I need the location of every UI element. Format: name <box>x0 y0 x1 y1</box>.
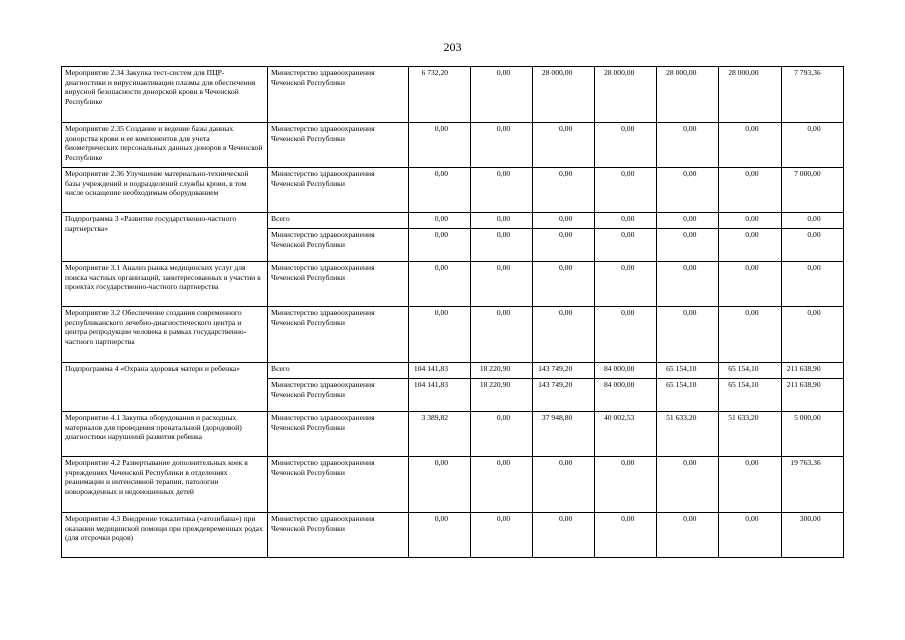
amount-cell: 3 389,82 <box>409 412 471 457</box>
amount-cell: 0,00 <box>595 307 657 363</box>
amount-cell: 0,00 <box>657 262 719 307</box>
amount-cell: 0,00 <box>595 513 657 558</box>
amount-cell: 0,00 <box>719 513 781 558</box>
table-row <box>62 363 844 379</box>
executor-cell: Всего <box>268 363 409 379</box>
amount-cell: 0,00 <box>533 168 595 213</box>
executor-cell: Министерство здравоохранения Чеченской Республики <box>268 67 409 123</box>
amount-cell: 0,00 <box>471 457 533 513</box>
amount-cell: 0,00 <box>719 168 781 213</box>
amount-cell: 65 154,10 <box>719 363 781 379</box>
activity-name-cell: Мероприятие 4.2 Развертывание дополнительных коек в учреждениях Чеченской Республики в отделениях реанимации и интенсивной терапии, патологии новорожденных и недоношенных детей <box>62 457 268 513</box>
amount-cell: 0,00 <box>781 123 843 168</box>
amount-cell: 0,00 <box>657 168 719 213</box>
amount-cell: 5 000,00 <box>781 412 843 457</box>
amount-cell: 0,00 <box>719 307 781 363</box>
amount-cell: 0,00 <box>471 513 533 558</box>
amount-cell: 0,00 <box>781 307 843 363</box>
amount-cell: 0,00 <box>533 262 595 307</box>
amount-cell: 28 000,00 <box>533 67 595 123</box>
executor-cell: Министерство здравоохранения Чеченской Республики <box>268 412 409 457</box>
amount-cell: 0,00 <box>471 412 533 457</box>
amount-cell: 0,00 <box>409 513 471 558</box>
amount-cell: 0,00 <box>471 213 533 229</box>
amount-cell: 0,00 <box>471 168 533 213</box>
amount-cell: 84 000,00 <box>595 363 657 379</box>
executor-cell: Министерство здравоохранения Чеченской Республики <box>268 229 409 262</box>
amount-cell: 0,00 <box>533 213 595 229</box>
activity-name-cell: Мероприятие 2.34 Закупка тест-систем для ПЦР-диагностики и вирусинактивации плазмы для обеспечения вирусной безопасности донорской крови в Чеченской Республике <box>62 67 268 123</box>
executor-cell: Министерство здравоохранения Чеченской Республики <box>268 262 409 307</box>
amount-cell: 0,00 <box>595 168 657 213</box>
amount-cell: 28 000,00 <box>657 67 719 123</box>
activity-name-cell: Подпрограмма 3 «Развитие государственно-частного партнерства» <box>62 213 268 262</box>
amount-cell: 37 948,80 <box>533 412 595 457</box>
amount-cell: 0,00 <box>657 513 719 558</box>
amount-cell: 0,00 <box>657 457 719 513</box>
table-row <box>62 67 844 123</box>
executor-cell: Министерство здравоохранения Чеченской Республики <box>268 513 409 558</box>
amount-cell: 19 763,36 <box>781 457 843 513</box>
table-row <box>62 262 844 307</box>
executor-cell: Министерство здравоохранения Чеченской Республики <box>268 168 409 213</box>
amount-cell: 0,00 <box>533 513 595 558</box>
amount-cell: 0,00 <box>719 123 781 168</box>
amount-cell: 0,00 <box>533 229 595 262</box>
table-row <box>62 168 844 213</box>
activity-name-cell: Мероприятие 3.2 Обеспечение создания современного республиканского лечебно-диагностического центра и центра репродукции человека в рамках государственно-частного партнерства <box>62 307 268 363</box>
table-row <box>62 307 844 363</box>
page-number: 203 <box>443 40 462 54</box>
amount-cell: 143 749,20 <box>533 379 595 412</box>
executor-cell: Министерство здравоохранения Чеченской Республики <box>268 307 409 363</box>
amount-cell: 0,00 <box>471 262 533 307</box>
amount-cell: 0,00 <box>719 213 781 229</box>
executor-cell: Министерство здравоохранения Чеченской Республики <box>268 379 409 412</box>
amount-cell: 40 002,53 <box>595 412 657 457</box>
amount-cell: 211 638,90 <box>781 379 843 412</box>
amount-cell: 0,00 <box>471 123 533 168</box>
amount-cell: 65 154,10 <box>719 379 781 412</box>
amount-cell: 28 000,00 <box>719 67 781 123</box>
amount-cell: 0,00 <box>471 67 533 123</box>
activity-name-cell: Мероприятие 4.1 Закупка оборудования и расходных материалов для проведения пренатальной (дородовой) диагностики нарушений развития ребенка <box>62 412 268 457</box>
amount-cell: 0,00 <box>657 213 719 229</box>
amount-cell: 104 141,83 <box>409 363 471 379</box>
amount-cell: 0,00 <box>595 229 657 262</box>
amount-cell: 0,00 <box>409 168 471 213</box>
amount-cell: 0,00 <box>657 123 719 168</box>
amount-cell: 0,00 <box>409 262 471 307</box>
activity-name-cell: Мероприятие 2.36 Улучшение материально-технической базы учреждений и подразделений службы крови, в том числе оснащение необходимым оборудованием <box>62 168 268 213</box>
activity-name-cell: Мероприятие 3.1 Анализ рынка медицинских услуг для поиска частных организаций, заинтересованных в участии в проектах государственно-частного партнерства <box>62 262 268 307</box>
amount-cell: 0,00 <box>471 307 533 363</box>
table-row <box>62 213 844 229</box>
amount-cell: 7 793,36 <box>781 67 843 123</box>
amount-cell: 18 220,90 <box>471 379 533 412</box>
table-row <box>62 412 844 457</box>
activity-name-cell: Подпрограмма 4 «Охрана здоровья матери и ребенка» <box>62 363 268 412</box>
amount-cell: 0,00 <box>781 213 843 229</box>
amount-cell: 0,00 <box>533 307 595 363</box>
table-row <box>62 457 844 513</box>
amount-cell: 0,00 <box>719 229 781 262</box>
amount-cell: 0,00 <box>533 123 595 168</box>
amount-cell: 0,00 <box>595 123 657 168</box>
amount-cell: 0,00 <box>533 457 595 513</box>
amount-cell: 143 749,20 <box>533 363 595 379</box>
amount-cell: 65 154,10 <box>657 379 719 412</box>
amount-cell: 7 000,00 <box>781 168 843 213</box>
amount-cell: 6 732,20 <box>409 67 471 123</box>
amount-cell: 0,00 <box>409 457 471 513</box>
amount-cell: 211 638,90 <box>781 363 843 379</box>
amount-cell: 0,00 <box>781 229 843 262</box>
amount-cell: 65 154,10 <box>657 363 719 379</box>
amount-cell: 84 000,00 <box>595 379 657 412</box>
activity-name-cell: Мероприятие 4.3 Внедрение токалитика («атозибана») при оказании медицинской помощи при преждевременных родах (для отсрочки родов) <box>62 513 268 558</box>
amount-cell: 51 633,20 <box>719 412 781 457</box>
amount-cell: 0,00 <box>719 457 781 513</box>
amount-cell: 0,00 <box>471 229 533 262</box>
executor-cell: Министерство здравоохранения Чеченской Республики <box>268 123 409 168</box>
amount-cell: 18 220,90 <box>471 363 533 379</box>
amount-cell: 0,00 <box>409 229 471 262</box>
amount-cell: 0,00 <box>719 262 781 307</box>
executor-cell: Всего <box>268 213 409 229</box>
amount-cell: 0,00 <box>657 229 719 262</box>
amount-cell: 0,00 <box>595 457 657 513</box>
table-body <box>62 67 844 558</box>
amount-cell: 300,00 <box>781 513 843 558</box>
table-row <box>62 123 844 168</box>
amount-cell: 0,00 <box>657 307 719 363</box>
amount-cell: 104 141,83 <box>409 379 471 412</box>
amount-cell: 0,00 <box>781 262 843 307</box>
amount-cell: 51 633,20 <box>657 412 719 457</box>
amount-cell: 0,00 <box>409 307 471 363</box>
executor-cell: Министерство здравоохранения Чеченской Республики <box>268 457 409 513</box>
amount-cell: 0,00 <box>409 213 471 229</box>
amount-cell: 28 000,00 <box>595 67 657 123</box>
amount-cell: 0,00 <box>595 262 657 307</box>
amount-cell: 0,00 <box>409 123 471 168</box>
activity-name-cell: Мероприятие 2.35 Создание и ведение базы данных донорства крови и ее компонентов для учета биометрических персональных данных доноров в Чеченской Республике <box>62 123 268 168</box>
amount-cell: 0,00 <box>595 213 657 229</box>
budget-table <box>61 66 844 558</box>
table-row <box>62 513 844 558</box>
